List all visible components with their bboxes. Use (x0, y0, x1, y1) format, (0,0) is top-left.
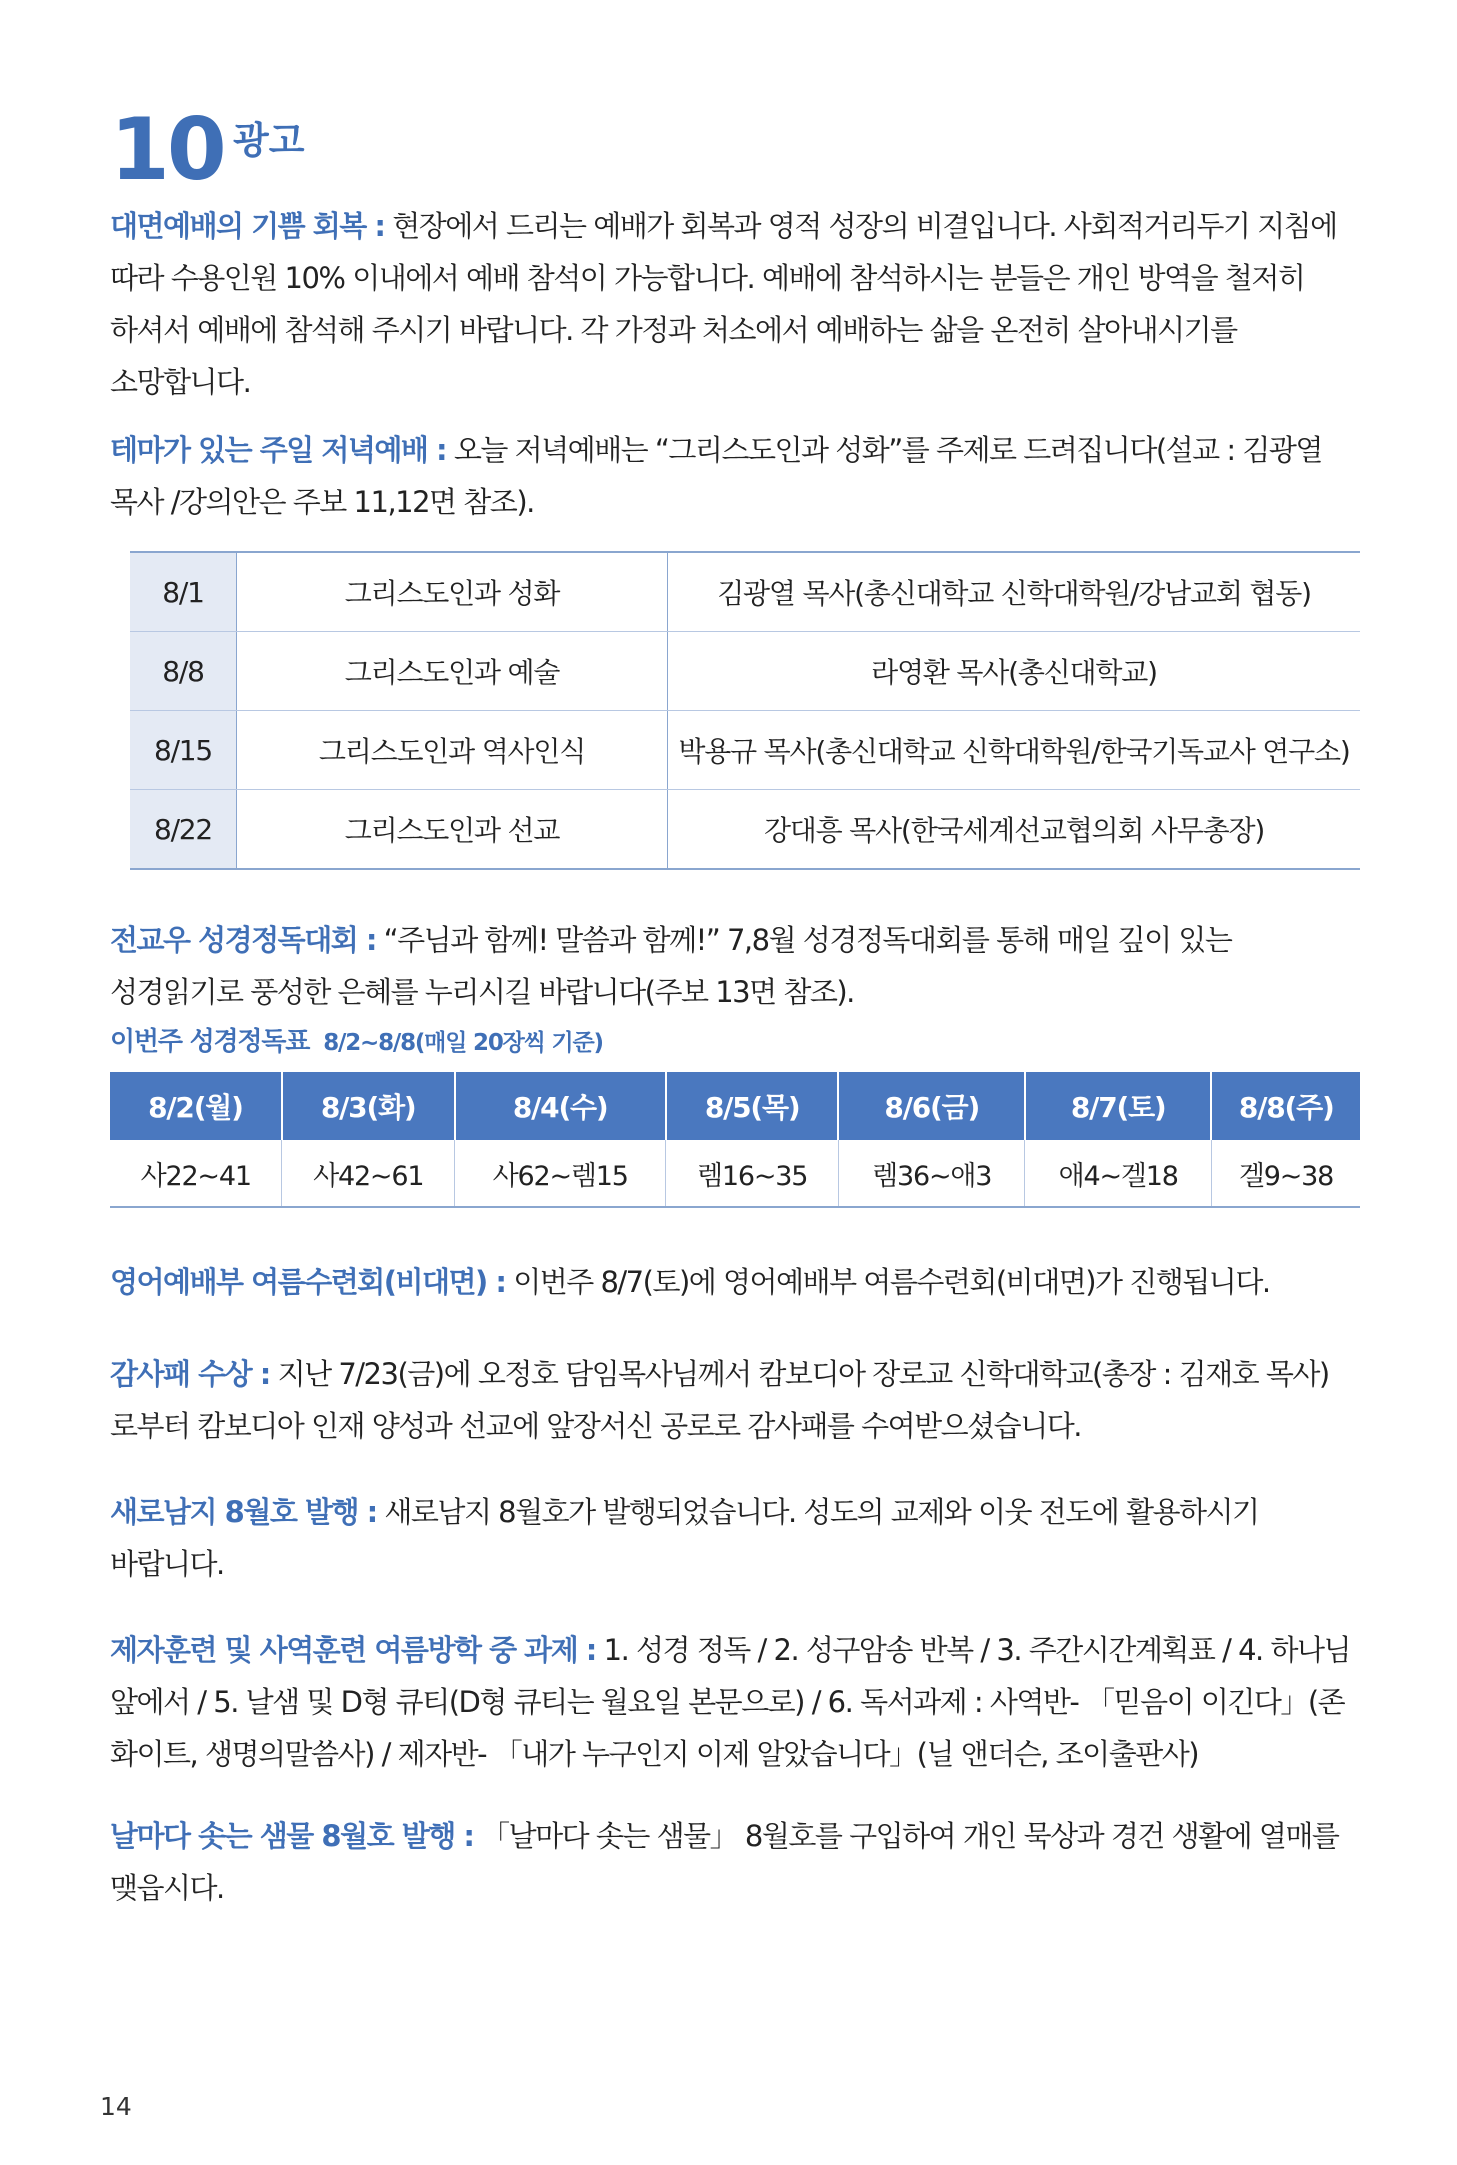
reading-day-header: 8/4(수) (455, 1072, 666, 1140)
reading-day-header: 8/5(목) (666, 1072, 839, 1140)
reading-passage: 겔9~38 (1238, 1160, 1334, 1192)
reading-plan-heading (110, 1022, 603, 1063)
reading-passage: 사22~41 (110, 1140, 282, 1207)
notice-label: 새로남지 8월호 발행 : (110, 1495, 377, 1529)
schedule-speaker: 박용규 목사(총신대학교 신학대학원/한국기독교사 연구소) (668, 711, 1361, 790)
schedule-speaker: 김광열 목사(총신대학교 신학대학원/강남교회 협동) (668, 552, 1361, 632)
reading-day-header: 8/8(주) (1211, 1072, 1360, 1140)
table-row (130, 790, 1360, 870)
notice-devotional-issue (110, 1810, 1360, 1914)
schedule-date: 8/8 (130, 632, 237, 711)
reading-day-header: 8/6(금) (838, 1072, 1024, 1140)
notice-label: 감사패 수상 : (110, 1357, 270, 1391)
schedule-date: 8/15 (130, 711, 237, 790)
table-row (130, 711, 1360, 790)
schedule-topic: 그리스도인과 역사인식 (237, 711, 668, 790)
schedule-speaker: 라영환 목사(총신대학교) (668, 632, 1361, 711)
reading-passage: 사42~61 (282, 1140, 455, 1207)
notice-text: 새로남지 8월호가 발행되었습니다. 성도의 교제와 이웃 전도에 활용하시기 바랍니다. (110, 1495, 1259, 1581)
section-number: 10 (110, 100, 224, 200)
reading-passage: 렘16~35 (666, 1140, 839, 1207)
notice-label: 영어예배부 여름수련회(비대면) : (110, 1265, 506, 1299)
table-row (130, 632, 1360, 711)
page-number: 14 (100, 2092, 132, 2121)
schedule-topic: 그리스도인과 선교 (237, 790, 668, 870)
table-row (130, 552, 1360, 632)
notice-training-assignments (110, 1624, 1360, 1780)
notice-label: 테마가 있는 주일 저녁예배 : (110, 433, 447, 467)
notice-in-person-worship (110, 200, 1360, 408)
reading-day-header: 8/2(월) (110, 1072, 282, 1140)
reading-passage: 렘36~애3 (838, 1140, 1024, 1207)
notice-label: 대면예배의 기쁨 회복 : (110, 209, 385, 243)
schedule-speaker: 강대흥 목사(한국세계선교협의회 사무총장) (668, 790, 1361, 870)
schedule-date: 8/22 (130, 790, 237, 870)
notice-text: “주님과 함께! 말씀과 함께!” 7,8월 성경정독대회를 통해 매일 깊이 있는 성경읽기로 풍성한 은혜를 누리시길 바랍니다(주보 13면 참조). (110, 923, 1232, 1009)
notice-magazine-issue (110, 1486, 1360, 1590)
reading-plan-table (110, 1072, 1360, 1208)
notice-label: 날마다 솟는 샘물 8월호 발행 : (110, 1819, 474, 1853)
notice-label: 제자훈련 및 사역훈련 여름방학 중 과제 : (110, 1633, 596, 1667)
notice-text: 이번주 8/7(토)에 영어예배부 여름수련회(비대면)가 진행됩니다. (505, 1265, 1270, 1299)
notice-english-retreat (110, 1256, 1360, 1308)
table-row (110, 1140, 1360, 1207)
section-title: 광고 (233, 119, 305, 162)
notice-plaque-award (110, 1348, 1360, 1452)
notice-evening-worship (110, 424, 1360, 528)
notice-text: 「날마다 솟는 샘물」 8월호를 구입하여 개인 묵상과 경건 생활에 열매를 맺읍시다. (110, 1819, 1339, 1905)
reading-plan-range: 8/2~8/8(매일 20장씩 기준) (323, 1030, 603, 1056)
table-header-row (110, 1072, 1360, 1140)
reading-day-header: 8/7(토) (1025, 1072, 1211, 1140)
reading-passage: 애4~겔18 (1025, 1140, 1211, 1207)
schedule-topic: 그리스도인과 예술 (237, 632, 668, 711)
notice-text: 1. 성경 정독 / 2. 성구암송 반복 / 3. 주간시간계획표 / 4. 하나님 앞에서 / 5. 날샘 및 D형 큐티(D형 큐티는 월요일 본문으로) / 6. 독서과제 : 사역반- 「믿음이 이긴다」(존 화이트, 생명의말씀사) / 제자반- 「내가 누구인지 이제 알았습니다」(닐 앤더슨, 조이출판사) (110, 1633, 1351, 1771)
notice-text: 지난 7/23(금)에 오정호 담임목사님께서 캄보디아 장로교 신학대학교(총장 : 김재호 목사)로부터 캄보디아 인재 양성과 선교에 앞장서신 공로로 감사패를 수여받으셨습니다. (110, 1357, 1329, 1443)
schedule-date: 8/1 (130, 552, 237, 632)
reading-passage: 사62~렘15 (455, 1140, 666, 1207)
schedule-topic: 그리스도인과 성화 (237, 552, 668, 632)
notice-text: 오늘 저녁예배는 “그리스도인과 성화”를 주제로 드려집니다(설교 : 김광열 목사 /강의안은 주보 11,12면 참조). (110, 433, 1322, 519)
reading-day-header: 8/3(화) (282, 1072, 455, 1140)
notice-label: 전교우 성경정독대회 : (110, 923, 376, 957)
reading-plan-title: 이번주 성경정독표 (110, 1027, 310, 1057)
notice-text: 현장에서 드리는 예배가 회복과 영적 성장의 비결입니다. 사회적거리두기 지침에 따라 수용인원 10% 이내에서 예배 참석이 가능합니다. 예배에 참석하시는 분들은 개인 방역을 철저히 하셔서 예배에 참석해 주시기 바랍니다. 각 가정과 처소에서 예배하는 삶을 온전히 살아내시기를 소망합니다. (110, 209, 1337, 399)
notice-bible-reading-contest (110, 914, 1360, 1018)
evening-worship-schedule-table (130, 551, 1360, 870)
